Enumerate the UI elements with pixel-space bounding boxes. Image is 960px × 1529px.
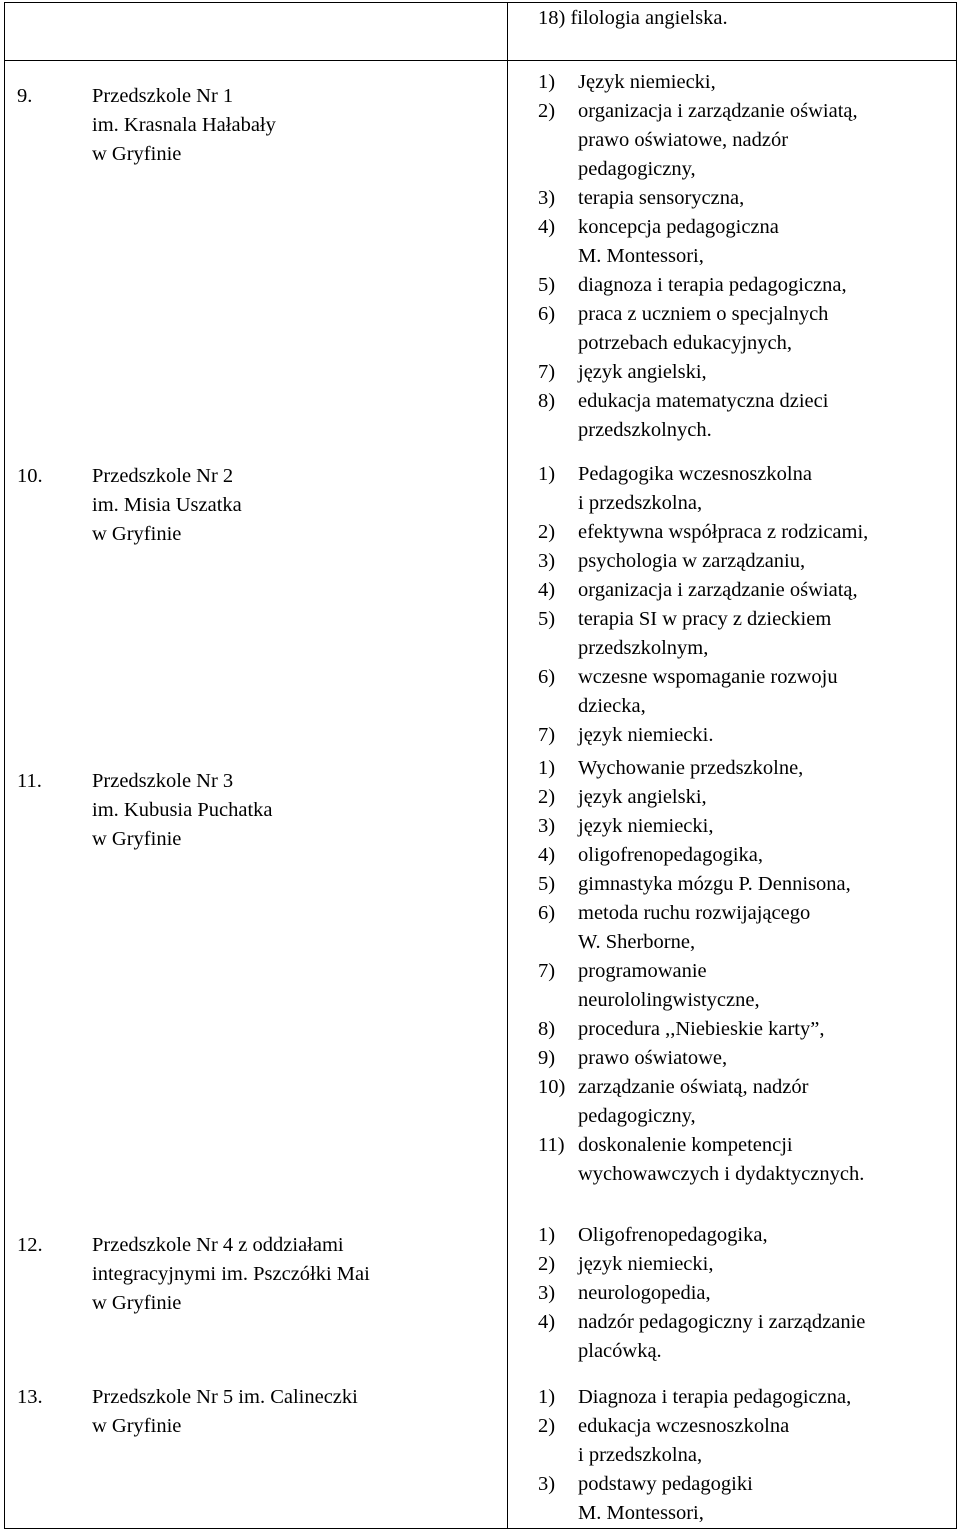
list-item-line: neurologopedia, [578, 1282, 711, 1304]
specialization-list [538, 460, 868, 750]
list-item-text [578, 300, 828, 358]
institution-name [92, 1231, 370, 1318]
institution-entry [5, 462, 242, 549]
list-item-text [578, 213, 779, 271]
list-item-number: 2) [538, 521, 556, 543]
list-item-line: język niemiecki, [578, 815, 714, 837]
institution-name-line: w Gryfinie [92, 828, 182, 850]
list-item-text [578, 460, 812, 518]
institution-name-line: Przedszkole Nr 1 [92, 85, 234, 107]
list-item [538, 1073, 864, 1131]
list-item [538, 1470, 851, 1528]
list-item [538, 605, 868, 663]
institution-number: 12. [17, 1234, 43, 1256]
list-item [538, 783, 864, 812]
list-item [538, 576, 868, 605]
list-item-line: przedszkolnych. [578, 419, 712, 441]
list-item [538, 957, 864, 1015]
list-item-text [578, 358, 707, 387]
list-item-number: 1) [538, 1224, 556, 1246]
list-item-line: język niemiecki, [578, 1253, 714, 1275]
list-item [538, 1250, 865, 1279]
list-item-text [578, 1015, 824, 1044]
list-item-number: 2) [538, 1415, 556, 1437]
list-item-line: praca z uczniem o specjalnych [578, 303, 829, 325]
table-row [5, 3, 957, 61]
list-item-line: koncepcja pedagogiczna [578, 216, 779, 238]
list-item-number: 1) [538, 463, 556, 485]
list-item [538, 721, 868, 750]
list-item-text [578, 1073, 809, 1131]
list-item-line: i przedszkolna, [578, 492, 703, 514]
list-item-line: Diagnoza i terapia pedagogiczna, [578, 1386, 852, 1408]
list-item-line: efektywna współpraca z rodzicami, [578, 521, 869, 543]
right-cell [508, 3, 957, 61]
list-item [538, 1044, 864, 1073]
list-item-text [578, 605, 831, 663]
list-item-number: 4) [538, 216, 556, 238]
list-item-line: metoda ruchu rozwijającego [578, 902, 811, 924]
list-item-line: potrzebach edukacyjnych, [578, 332, 793, 354]
list-item-text [578, 1308, 865, 1366]
list-item-text [578, 1221, 768, 1250]
list-item-line: neurololingwistyczne, [578, 989, 760, 1011]
list-item-line: organizacja i zarządzanie oświatą, [578, 100, 858, 122]
list-item-text [578, 899, 810, 957]
list-item-line: procedura ,,Niebieskie karty”, [578, 1018, 825, 1040]
list-item-line: Język niemiecki, [578, 71, 716, 93]
list-item-line: oligofrenopedagogika, [578, 844, 764, 866]
list-item-text [578, 576, 858, 605]
list-item-line: placówką. [578, 1340, 662, 1362]
list-item-text [578, 663, 838, 721]
institution-name-line: w Gryfinie [92, 523, 182, 545]
list-item-line: organizacja i zarządzanie oświatą, [578, 579, 858, 601]
list-item-number: 7) [538, 724, 556, 746]
list-item-text [578, 812, 713, 841]
list-item [538, 184, 858, 213]
list-item-line: wczesne wspomaganie rozwoju [578, 666, 838, 688]
list-item-line: M. Montessori, [578, 1502, 704, 1524]
list-item-text [578, 783, 707, 812]
institution-name [92, 462, 242, 549]
list-item-number: 3) [538, 815, 556, 837]
list-item-line: Pedagogika wczesnoszkolna [578, 463, 812, 485]
list-item [538, 1383, 851, 1412]
list-item-text [578, 184, 744, 213]
list-item [538, 358, 858, 387]
list-item-text [578, 1383, 851, 1412]
list-item-line: wychowawczych i dydaktycznych. [578, 1163, 865, 1185]
list-item-number: 8) [538, 1018, 556, 1040]
list-item-text [578, 1470, 753, 1528]
list-item-number: 6) [538, 666, 556, 688]
list-item [538, 213, 858, 271]
list-item-text [578, 1131, 864, 1189]
list-item [538, 1412, 851, 1470]
list-item-number: 4) [538, 1311, 556, 1333]
list-item-number: 11) [538, 1134, 565, 1156]
list-item-text [578, 547, 805, 576]
list-item-text [578, 68, 716, 97]
list-item-line: Oligofrenopedagogika, [578, 1224, 768, 1246]
list-item-line: edukacja matematyczna dzieci [578, 390, 829, 412]
list-item-text [578, 1279, 711, 1308]
list-item-number: 3) [538, 1282, 556, 1304]
specialization-list [538, 754, 864, 1189]
list-item-line: doskonalenie kompetencji [578, 1134, 793, 1156]
institution-name-line: Przedszkole Nr 3 [92, 770, 234, 792]
institution-name-line: im. Krasnala Hałabały [92, 114, 276, 136]
list-item [538, 1308, 865, 1366]
list-item-number: 5) [538, 873, 556, 895]
institutions-table [4, 2, 957, 1529]
list-item [538, 547, 868, 576]
list-item [538, 841, 864, 870]
list-item [538, 1221, 865, 1250]
list-item: 18) filologia angielska. [538, 7, 728, 29]
list-item [538, 663, 868, 721]
list-item [538, 1279, 865, 1308]
list-item-number: 6) [538, 902, 556, 924]
institution-entry [5, 82, 276, 169]
list-item-line: pedagogiczny, [578, 1105, 696, 1127]
institution-name-line: Przedszkole Nr 5 im. Calineczki [92, 1386, 358, 1408]
list-item-text [578, 271, 847, 300]
institution-number: 10. [17, 465, 43, 487]
list-item-line: język angielski, [578, 361, 707, 383]
list-item [538, 387, 858, 445]
specialization-list [538, 1383, 851, 1528]
list-item [538, 300, 858, 358]
list-item-text [578, 518, 868, 547]
list-item-line: M. Montessori, [578, 245, 704, 267]
list-item-text [578, 97, 858, 184]
list-item [538, 1131, 864, 1189]
list-item-line: podstawy pedagogiki [578, 1473, 753, 1495]
list-item-text [578, 387, 828, 445]
list-item-number: 2) [538, 786, 556, 808]
list-item [538, 271, 858, 300]
institution-name-line: im. Kubusia Puchatka [92, 799, 273, 821]
institutions-column [5, 61, 508, 1529]
list-item-number: 10) [538, 1076, 566, 1098]
list-item-number: 7) [538, 361, 556, 383]
list-item [538, 97, 858, 184]
table-row [5, 61, 957, 1529]
list-item-line: nadzór pedagogiczny i zarządzanie [578, 1311, 866, 1333]
left-cell-empty [5, 3, 508, 61]
list-item-line: prawo oświatowe, [578, 1047, 728, 1069]
list-item-number: 1) [538, 757, 556, 779]
list-item-text [578, 1412, 789, 1470]
list-item-line: język angielski, [578, 786, 707, 808]
list-item-line: edukacja wczesnoszkolna [578, 1415, 790, 1437]
list-item-number: 3) [538, 187, 556, 209]
list-item-line: W. Sherborne, [578, 931, 696, 953]
list-item-line: diagnoza i terapia pedagogiczna, [578, 274, 847, 296]
list-item-number: 2) [538, 1253, 556, 1275]
list-item-number: 4) [538, 579, 556, 601]
institution-entry [5, 1383, 358, 1441]
institution-number: 9. [17, 85, 33, 107]
list-item-number: 5) [538, 608, 556, 630]
list-item-line: i przedszkolna, [578, 1444, 703, 1466]
list-item-line: programowanie [578, 960, 707, 982]
list-item-number: 3) [538, 1473, 556, 1495]
list-item-line: dziecka, [578, 695, 646, 717]
specializations-column [508, 61, 957, 1529]
institution-name-line: w Gryfinie [92, 1292, 182, 1314]
list-item [538, 460, 868, 518]
list-item-text [578, 721, 713, 750]
list-item-line: psychologia w zarządzaniu, [578, 550, 806, 572]
specialization-list [538, 1221, 865, 1366]
specialization-list [538, 68, 858, 445]
institution-entry [5, 1231, 370, 1318]
institution-name [92, 82, 276, 169]
list-item-text [578, 841, 763, 870]
list-item-text [578, 754, 803, 783]
list-item-line: prawo oświatowe, nadzór [578, 129, 789, 151]
list-item-line: pedagogiczny, [578, 158, 696, 180]
list-item [538, 1015, 864, 1044]
list-item [538, 68, 858, 97]
institution-number: 11. [17, 770, 42, 792]
list-item [538, 899, 864, 957]
list-item-number: 1) [538, 1386, 556, 1408]
institution-number: 13. [17, 1386, 43, 1408]
institution-name-line: im. Misia Uszatka [92, 494, 242, 516]
list-item-line: Wychowanie przedszkolne, [578, 757, 804, 779]
list-item-number: 6) [538, 303, 556, 325]
list-item-line: terapia sensoryczna, [578, 187, 745, 209]
institution-name-line: Przedszkole Nr 2 [92, 465, 234, 487]
institution-name-line: w Gryfinie [92, 1415, 182, 1437]
list-item-number: 7) [538, 960, 556, 982]
institution-name-line: integracyjnymi im. Pszczółki Mai [92, 1263, 370, 1285]
list-item-number: 4) [538, 844, 556, 866]
institution-name-line: Przedszkole Nr 4 z oddziałami [92, 1234, 344, 1256]
list-item-text [578, 1250, 713, 1279]
list-item-number: 3) [538, 550, 556, 572]
institution-name [92, 767, 273, 854]
list-item-line: przedszkolnym, [578, 637, 709, 659]
list-item-number: 5) [538, 274, 556, 296]
list-item [538, 754, 864, 783]
list-item-line: terapia SI w pracy z dzieckiem [578, 608, 832, 630]
list-item-text [578, 957, 760, 1015]
list-item-line: zarządzanie oświatą, nadzór [578, 1076, 809, 1098]
list-item [538, 518, 868, 547]
list-item [538, 812, 864, 841]
list-item-number: 1) [538, 71, 556, 93]
list-item-number: 2) [538, 100, 556, 122]
list-item-text [578, 1044, 727, 1073]
institution-entry [5, 767, 273, 854]
institution-name [92, 1383, 358, 1441]
list-item-number: 8) [538, 390, 556, 412]
list-item-number: 9) [538, 1047, 556, 1069]
list-item-line: gimnastyka mózgu P. Dennisona, [578, 873, 851, 895]
list-item [538, 870, 864, 899]
list-item-line: język niemiecki. [578, 724, 714, 746]
institution-name-line: w Gryfinie [92, 143, 182, 165]
list-item-text [578, 870, 851, 899]
